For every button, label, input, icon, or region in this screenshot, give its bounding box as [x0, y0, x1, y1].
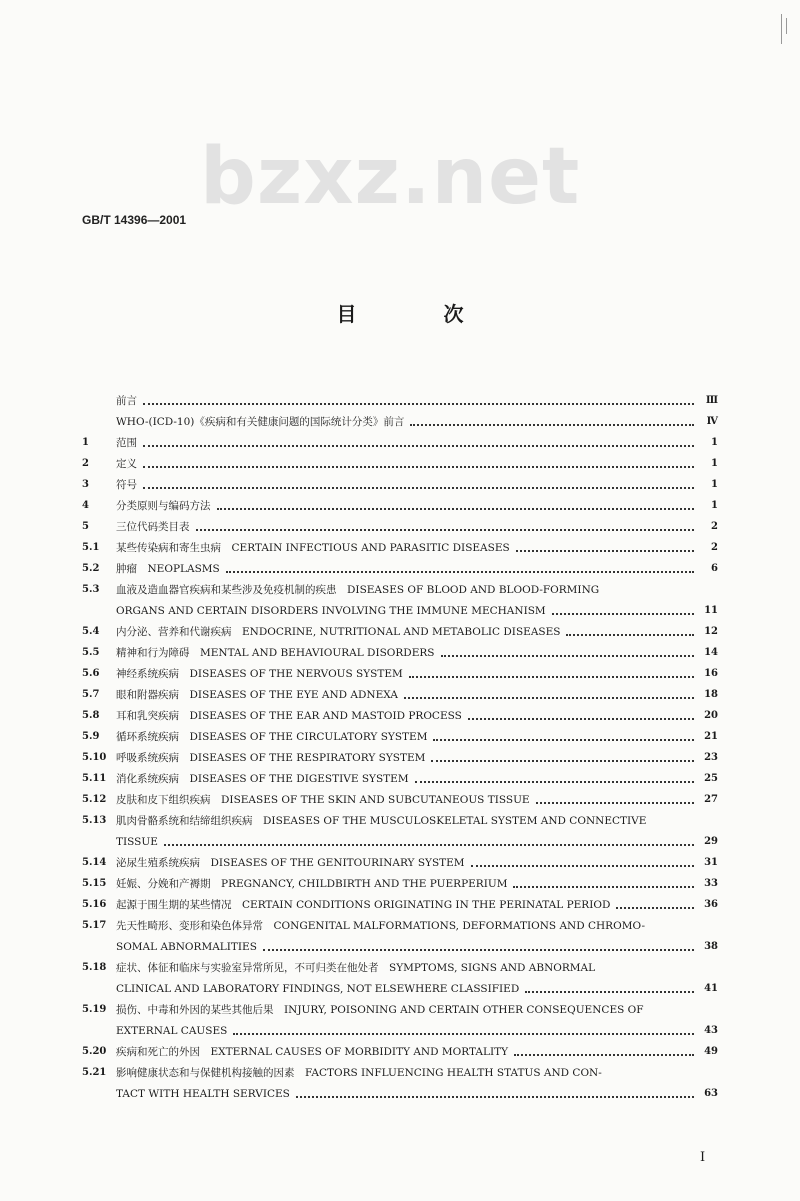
toc-entry-title: SOMAL ABNORMALITIES — [116, 941, 257, 953]
toc-entry-title: ORGANS AND CERTAIN DISORDERS INVOLVING THE IMMUNE MECHANISM — [116, 605, 546, 617]
toc-entry-page: 14 — [704, 647, 718, 658]
toc-entry-title: 前言 — [116, 395, 137, 407]
toc-entry-title: 耳和乳突疾病 DISEASES OF THE EAR AND MASTOID PROCESS — [116, 710, 462, 722]
toc-entry-line[interactable] — [82, 744, 718, 765]
toc-entry-line[interactable] — [82, 387, 718, 408]
toc-entry-title: 神经系统疾病 DISEASES OF THE NERVOUS SYSTEM — [116, 668, 403, 680]
toc-entry-line[interactable] — [82, 639, 718, 660]
toc-entry-page: 63 — [704, 1088, 718, 1099]
toc-entry-number: 5.16 — [82, 899, 107, 910]
toc-entry-page: 33 — [704, 878, 718, 889]
toc-entry-number: 5.21 — [82, 1067, 107, 1078]
dot-leader — [233, 1027, 694, 1035]
toc-entry-number: 5.17 — [82, 920, 107, 931]
dot-leader — [409, 670, 694, 678]
dot-leader — [410, 418, 694, 426]
toc-entry-page: 29 — [704, 836, 718, 847]
toc-entry-number: 5.19 — [82, 1004, 107, 1015]
toc-entry-number: 5.20 — [82, 1046, 107, 1057]
dot-leader — [514, 1048, 694, 1056]
standard-number: GB/T 14396—2001 — [82, 213, 187, 227]
dot-leader — [441, 649, 695, 657]
toc-entry-title: 三位代码类目表 — [116, 521, 190, 533]
toc-entry-line[interactable] — [82, 849, 718, 870]
toc-entry-title: TISSUE — [116, 836, 158, 848]
watermark: bzxz.net — [200, 132, 581, 222]
toc-entry-title: 皮肤和皮下组织疾病 DISEASES OF THE SKIN AND SUBCUTANEOUS TISSUE — [116, 794, 530, 806]
toc-entry-page: 43 — [704, 1025, 718, 1036]
toc-entry-line[interactable] — [82, 660, 718, 681]
toc-entry-page: 1 — [711, 500, 718, 511]
dot-leader — [566, 628, 694, 636]
toc-entry-number: 5.11 — [82, 773, 107, 784]
toc-entry-line[interactable] — [82, 492, 718, 513]
toc-entry-line[interactable] — [82, 408, 718, 429]
toc-entry-page: 6 — [711, 563, 718, 574]
dot-leader — [143, 439, 694, 447]
toc-entry-line[interactable] — [82, 471, 718, 492]
toc-entry-page: 41 — [704, 983, 718, 994]
toc-entry-line[interactable] — [82, 870, 718, 891]
dot-leader — [143, 481, 694, 489]
toc-entry-line[interactable] — [82, 576, 718, 597]
toc-entry-line[interactable] — [82, 1038, 718, 1059]
toc-entry-title: 影响健康状态和与保健机构接触的因素 FACTORS INFLUENCING HEALTH STATUS AND CON- — [116, 1067, 602, 1079]
dot-leader — [217, 502, 695, 510]
dot-leader — [143, 397, 694, 405]
toc-entry-line[interactable] — [82, 933, 718, 954]
toc-entry-number: 5.4 — [82, 626, 100, 637]
toc-entry-title: 肌肉骨骼系统和结缔组织疾病 DISEASES OF THE MUSCULOSKELETAL SYSTEM AND CONNECTIVE — [116, 815, 647, 827]
toc-entry-line[interactable] — [82, 786, 718, 807]
dot-leader — [536, 796, 694, 804]
toc-entry-title: 先天性畸形、变形和染色体异常 CONGENITAL MALFORMATIONS, DEFORMATIONS AND CHROMO- — [116, 920, 645, 932]
toc-entry-number: 2 — [82, 458, 89, 469]
toc-entry-number: 5.9 — [82, 731, 100, 742]
toc-entry-number: 5.14 — [82, 857, 107, 868]
toc-title: 目 次 — [336, 302, 504, 326]
toc-entry-title: 眼和附器疾病 DISEASES OF THE EYE AND ADNEXA — [116, 689, 398, 701]
toc-entry-line[interactable] — [82, 597, 718, 618]
toc-entry-line[interactable] — [82, 828, 718, 849]
toc-entry-line[interactable] — [82, 954, 718, 975]
toc-entry-page: 2 — [711, 521, 718, 532]
toc-entry-page: 1 — [711, 458, 718, 469]
toc-entry-number: 4 — [82, 500, 89, 511]
toc-entry-number: 5.18 — [82, 962, 107, 973]
toc-entry-title: 定义 — [116, 458, 137, 470]
toc-entry-page: 21 — [704, 731, 718, 742]
dot-leader — [196, 523, 695, 531]
dot-leader — [471, 859, 694, 867]
toc-entry-number: 5.10 — [82, 752, 107, 763]
toc-entry-title: 妊娠、分娩和产褥期 PREGNANCY, CHILDBIRTH AND THE PUERPERIUM — [116, 878, 508, 890]
toc-entry-number: 3 — [82, 479, 89, 490]
dot-leader — [516, 544, 694, 552]
toc-entry-number: 5.8 — [82, 710, 100, 721]
dot-leader — [415, 775, 694, 783]
toc-entry-page: 1 — [711, 479, 718, 490]
toc-entry-line[interactable] — [82, 555, 718, 576]
scan-mark — [786, 18, 787, 34]
dot-leader — [404, 691, 694, 699]
toc-entry-number: 5.7 — [82, 689, 100, 700]
dot-leader — [513, 880, 694, 888]
toc-entry-title: 泌尿生殖系统疾病 DISEASES OF THE GENITOURINARY SYSTEM — [116, 857, 465, 869]
toc-entry-line[interactable] — [82, 1017, 718, 1038]
toc-entry-page: Ⅲ — [705, 395, 718, 406]
dot-leader — [552, 607, 694, 615]
toc-entry-number: 5 — [82, 521, 89, 532]
toc-entry-title: 血液及造血器官疾病和某些涉及免疫机制的疾患 DISEASES OF BLOOD AND BLOOD-FORMING — [116, 584, 600, 596]
toc-entry-page: 16 — [704, 668, 718, 679]
toc-entry-title: 内分泌、营养和代谢疾病 ENDOCRINE, NUTRITIONAL AND METABOLIC DISEASES — [116, 626, 561, 638]
toc-entry-page: 25 — [704, 773, 718, 784]
toc-entry-page: 18 — [704, 689, 718, 700]
toc-entry-line[interactable] — [82, 1059, 718, 1080]
toc-entry-line[interactable] — [82, 534, 718, 555]
dot-leader — [164, 838, 694, 846]
toc-entry-page: 1 — [711, 437, 718, 448]
table-of-contents — [82, 387, 718, 1101]
toc-entry-title: EXTERNAL CAUSES — [116, 1025, 228, 1037]
toc-entry-line[interactable] — [82, 450, 718, 471]
toc-entry-number: 5.5 — [82, 647, 100, 658]
toc-entry-line[interactable] — [82, 807, 718, 828]
toc-entry-title: WHO-(ICD-10)《疾病和有关健康问题的国际统计分类》前言 — [116, 416, 405, 428]
toc-entry-line[interactable] — [82, 723, 718, 744]
toc-entry-page: 2 — [711, 542, 718, 553]
toc-entry-title: 分类原则与编码方法 — [116, 500, 211, 512]
toc-entry-line[interactable] — [82, 681, 718, 702]
toc-entry-number: 5.3 — [82, 584, 100, 595]
toc-entry-title: 肿瘤 NEOPLASMS — [116, 563, 220, 575]
dot-leader — [431, 754, 694, 762]
dot-leader — [263, 943, 694, 951]
dot-leader — [525, 985, 694, 993]
dot-leader — [468, 712, 694, 720]
toc-entry-page: 38 — [704, 941, 718, 952]
toc-entry-page: 36 — [704, 899, 718, 910]
toc-entry-title: 疾病和死亡的外因 EXTERNAL CAUSES OF MORBIDITY AND MORTALITY — [116, 1046, 509, 1058]
toc-entry-page: Ⅳ — [706, 416, 718, 427]
dot-leader — [616, 901, 694, 909]
toc-entry-line[interactable] — [82, 891, 718, 912]
toc-entry-title: 起源于围生期的某些情况 CERTAIN CONDITIONS ORIGINATING IN THE PERINATAL PERIOD — [116, 899, 611, 911]
toc-entry-number: 5.15 — [82, 878, 107, 889]
toc-entry-title: 某些传染病和寄生虫病 CERTAIN INFECTIOUS AND PARASITIC DISEASES — [116, 542, 510, 554]
toc-entry-title: 范围 — [116, 437, 137, 449]
toc-entry-page: 12 — [704, 626, 718, 637]
toc-entry-line[interactable] — [82, 1080, 718, 1101]
scan-mark — [781, 14, 782, 44]
toc-entry-line[interactable] — [82, 996, 718, 1017]
toc-entry-title: 症状、体征和临床与实验室异常所见，不可归类在他处者 SYMPTOMS, SIGNS AND ABNORMAL — [116, 962, 596, 974]
toc-entry-number: 5.2 — [82, 563, 100, 574]
dot-leader — [226, 565, 694, 573]
toc-entry-page: 31 — [704, 857, 718, 868]
toc-entry-title: CLINICAL AND LABORATORY FINDINGS, NOT ELSEWHERE CLASSIFIED — [116, 983, 520, 995]
page-number: I — [700, 1150, 706, 1165]
toc-entry-line[interactable] — [82, 513, 718, 534]
toc-entry-page: 11 — [704, 605, 718, 616]
toc-entry-number: 5.12 — [82, 794, 107, 805]
toc-entry-line[interactable] — [82, 702, 718, 723]
dot-leader — [296, 1090, 694, 1098]
toc-entry-number: 5.6 — [82, 668, 100, 679]
toc-entry-line[interactable] — [82, 975, 718, 996]
toc-entry-number: 5.1 — [82, 542, 100, 553]
toc-entry-title: 符号 — [116, 479, 137, 491]
toc-entry-title: 精神和行为障碍 MENTAL AND BEHAVIOURAL DISORDERS — [116, 647, 435, 659]
toc-entry-title: 消化系统疾病 DISEASES OF THE DIGESTIVE SYSTEM — [116, 773, 409, 785]
toc-entry-line[interactable] — [82, 429, 718, 450]
toc-entry-page: 23 — [704, 752, 718, 763]
toc-entry-title: TACT WITH HEALTH SERVICES — [116, 1088, 290, 1100]
toc-entry-title: 呼吸系统疾病 DISEASES OF THE RESPIRATORY SYSTEM — [116, 752, 426, 764]
toc-entry-line[interactable] — [82, 912, 718, 933]
toc-entry-page: 20 — [704, 710, 718, 721]
toc-entry-number: 1 — [82, 437, 89, 448]
toc-entry-number: 5.13 — [82, 815, 107, 826]
toc-entry-title: 循环系统疾病 DISEASES OF THE CIRCULATORY SYSTEM — [116, 731, 428, 743]
toc-entry-title: 损伤、中毒和外因的某些其他后果 INJURY, POISONING AND CERTAIN OTHER CONSEQUENCES OF — [116, 1004, 644, 1016]
dot-leader — [143, 460, 694, 468]
toc-entry-line[interactable] — [82, 618, 718, 639]
toc-entry-line[interactable] — [82, 765, 718, 786]
toc-entry-page: 49 — [704, 1046, 718, 1057]
dot-leader — [433, 733, 694, 741]
toc-entry-page: 27 — [704, 794, 718, 805]
